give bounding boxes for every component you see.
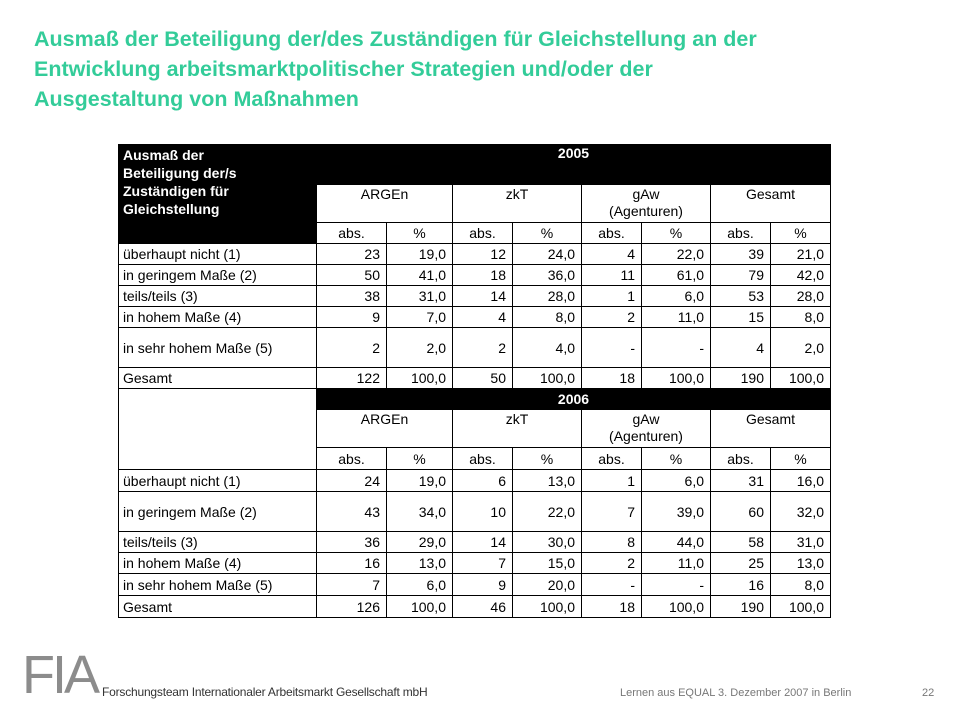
value-cell: 61,0 — [642, 265, 711, 286]
value-cell: - — [642, 574, 711, 596]
value-cell: 13,0 — [513, 470, 582, 492]
value-cell: 7,0 — [387, 307, 453, 328]
value-cell: 1 — [582, 470, 642, 492]
table-row — [119, 265, 831, 286]
value-cell: 11,0 — [642, 553, 711, 574]
row-label: in hohem Maße (4) — [119, 553, 317, 574]
value-cell: 20,0 — [513, 574, 582, 596]
group-header-cell — [453, 410, 582, 448]
subheader-percent: % — [642, 223, 711, 244]
value-cell: 14 — [453, 286, 513, 307]
value-cell: 100,0 — [513, 368, 582, 389]
value-cell: 7 — [317, 574, 387, 596]
value-cell: 34,0 — [387, 492, 453, 532]
group-subname: (Agenturen) — [609, 428, 683, 444]
value-cell: 18 — [582, 368, 642, 389]
value-cell: 100,0 — [642, 368, 711, 389]
value-cell: 60 — [711, 492, 771, 532]
value-cell: 6,0 — [387, 574, 453, 596]
value-cell: 14 — [453, 532, 513, 553]
table-row — [119, 596, 831, 618]
row-header-line: Beteiligung der/s — [123, 165, 237, 181]
subheader-abs: abs. — [711, 223, 771, 244]
value-cell: 36 — [317, 532, 387, 553]
value-cell: 8,0 — [513, 307, 582, 328]
value-cell: 2,0 — [771, 328, 831, 368]
group-header-cell — [453, 185, 582, 223]
fia-logo — [22, 645, 442, 705]
group-header-cell — [317, 410, 453, 448]
value-cell: 43 — [317, 492, 387, 532]
value-cell: 8 — [582, 532, 642, 553]
table-row — [119, 307, 831, 328]
value-cell: 9 — [317, 307, 387, 328]
participation-table — [118, 144, 831, 618]
value-cell: 39 — [711, 244, 771, 265]
value-cell: 7 — [582, 492, 642, 532]
row-header-line: Gleichstellung — [123, 201, 220, 217]
title-line: Ausgestaltung von Maßnahmen — [34, 87, 359, 111]
value-cell: 28,0 — [513, 286, 582, 307]
value-cell: 31,0 — [771, 532, 831, 553]
value-cell: 16,0 — [771, 470, 831, 492]
value-cell: 190 — [711, 368, 771, 389]
row-header-line: Ausmaß der — [123, 147, 204, 163]
value-cell: 18 — [453, 265, 513, 286]
value-cell: 28,0 — [771, 286, 831, 307]
row-header-line: Zuständigen für — [123, 183, 229, 199]
row-label: überhaupt nicht (1) — [119, 470, 317, 492]
subheader-abs: abs. — [582, 223, 642, 244]
value-cell: 38 — [317, 286, 387, 307]
value-cell: 58 — [711, 532, 771, 553]
value-cell: 190 — [711, 596, 771, 618]
table-row — [119, 470, 831, 492]
value-cell: 16 — [317, 553, 387, 574]
row-label: in geringem Maße (2) — [119, 265, 317, 286]
logo-mark: FIA — [22, 645, 98, 705]
group-name: zkT — [505, 411, 529, 427]
value-cell: 19,0 — [387, 244, 453, 265]
row-label: teils/teils (3) — [119, 286, 317, 307]
subheader-abs: abs. — [582, 448, 642, 470]
group-subname: (Agenturen) — [609, 203, 683, 219]
row-label: in geringem Maße (2) — [119, 492, 317, 532]
value-cell: 50 — [453, 368, 513, 389]
group-header-cell — [317, 185, 453, 223]
value-cell: 122 — [317, 368, 387, 389]
value-cell: 21,0 — [771, 244, 831, 265]
row-label: Gesamt — [119, 368, 317, 389]
value-cell: 4 — [711, 328, 771, 368]
subheader-percent: % — [642, 448, 711, 470]
value-cell: 9 — [453, 574, 513, 596]
value-cell: 42,0 — [771, 265, 831, 286]
group-header-cell — [582, 185, 711, 223]
value-cell: 16 — [711, 574, 771, 596]
value-cell: 4 — [453, 307, 513, 328]
row-label: in hohem Maße (4) — [119, 307, 317, 328]
logo-subtitle: Forschungsteam Internationaler Arbeitsmarkt Gesellschaft mbH — [102, 685, 428, 699]
value-cell: 22,0 — [642, 244, 711, 265]
value-cell: 100,0 — [771, 596, 831, 618]
year-cell: 2006 — [317, 389, 831, 410]
value-cell: 44,0 — [642, 532, 711, 553]
value-cell: 36,0 — [513, 265, 582, 286]
value-cell: 100,0 — [642, 596, 711, 618]
value-cell: - — [582, 328, 642, 368]
table-row — [119, 574, 831, 596]
value-cell: 6,0 — [642, 470, 711, 492]
group-name: ARGEn — [360, 186, 409, 202]
row-label: in sehr hohem Maße (5) — [119, 574, 317, 596]
slide-title — [34, 24, 944, 114]
value-cell: 18 — [582, 596, 642, 618]
value-cell: 126 — [317, 596, 387, 618]
value-cell: 39,0 — [642, 492, 711, 532]
group-name: zkT — [505, 186, 529, 202]
value-cell: 11 — [582, 265, 642, 286]
value-cell: - — [582, 574, 642, 596]
value-cell: 41,0 — [387, 265, 453, 286]
value-cell: 2 — [317, 328, 387, 368]
value-cell: 32,0 — [771, 492, 831, 532]
value-cell: 50 — [317, 265, 387, 286]
value-cell: 19,0 — [387, 470, 453, 492]
group-name: ARGEn — [360, 411, 409, 427]
row-header-cell — [119, 145, 317, 244]
table-row — [119, 244, 831, 265]
table-row — [119, 553, 831, 574]
value-cell: 4 — [582, 244, 642, 265]
subheader-abs: abs. — [317, 223, 387, 244]
row-label: überhaupt nicht (1) — [119, 244, 317, 265]
value-cell: 8,0 — [771, 307, 831, 328]
value-cell: 22,0 — [513, 492, 582, 532]
group-header-cell — [711, 410, 831, 448]
footer-text: Lernen aus EQUAL 3. Dezember 2007 in Berlin — [620, 687, 852, 699]
value-cell: 2,0 — [387, 328, 453, 368]
year-cell: 2005 — [317, 145, 831, 185]
subheader-percent: % — [387, 448, 453, 470]
value-cell: 100,0 — [513, 596, 582, 618]
table-row — [119, 328, 831, 368]
title-line: Entwicklung arbeitsmarktpolitischer Strategien und/oder der — [34, 57, 653, 81]
value-cell: 15 — [711, 307, 771, 328]
row-label: Gesamt — [119, 596, 317, 618]
row-label: teils/teils (3) — [119, 532, 317, 553]
value-cell: 24,0 — [513, 244, 582, 265]
value-cell: 1 — [582, 286, 642, 307]
value-cell: 29,0 — [387, 532, 453, 553]
subheader-percent: % — [771, 223, 831, 244]
subheader-abs: abs. — [453, 223, 513, 244]
value-cell: 4,0 — [513, 328, 582, 368]
subheader-percent: % — [387, 223, 453, 244]
row-label: in sehr hohem Maße (5) — [119, 328, 317, 368]
value-cell: 2 — [582, 553, 642, 574]
subheader-abs: abs. — [711, 448, 771, 470]
table-row — [119, 368, 831, 389]
value-cell: 25 — [711, 553, 771, 574]
value-cell: 100,0 — [771, 368, 831, 389]
value-cell: 30,0 — [513, 532, 582, 553]
subheader-percent: % — [771, 448, 831, 470]
subheader-abs: abs. — [453, 448, 513, 470]
value-cell: 23 — [317, 244, 387, 265]
value-cell: 100,0 — [387, 368, 453, 389]
group-name: Gesamt — [745, 411, 795, 427]
table-row — [119, 286, 831, 307]
value-cell: 100,0 — [387, 596, 453, 618]
value-cell: 15,0 — [513, 553, 582, 574]
page-number: 22 — [922, 687, 935, 699]
value-cell: 31 — [711, 470, 771, 492]
value-cell: 46 — [453, 596, 513, 618]
group-header-cell — [582, 410, 711, 448]
value-cell: 2 — [453, 328, 513, 368]
value-cell: 24 — [317, 470, 387, 492]
value-cell: 7 — [453, 553, 513, 574]
value-cell: 13,0 — [771, 553, 831, 574]
year-header-row — [119, 145, 831, 185]
subheader-percent: % — [513, 448, 582, 470]
value-cell: 13,0 — [387, 553, 453, 574]
value-cell: 6 — [453, 470, 513, 492]
title-line: Ausmaß der Beteiligung der/des Zuständigen für Gleichstellung an der — [34, 27, 757, 51]
year-header-row — [119, 389, 831, 410]
value-cell: 10 — [453, 492, 513, 532]
table-row — [119, 492, 831, 532]
group-name: gAw — [632, 411, 660, 427]
subheader-percent: % — [513, 223, 582, 244]
value-cell: 8,0 — [771, 574, 831, 596]
value-cell: 12 — [453, 244, 513, 265]
empty-header-cell — [119, 389, 317, 470]
value-cell: 6,0 — [642, 286, 711, 307]
group-header-cell — [711, 185, 831, 223]
value-cell: - — [642, 328, 711, 368]
value-cell: 2 — [582, 307, 642, 328]
subheader-abs: abs. — [317, 448, 387, 470]
group-name: gAw — [632, 186, 660, 202]
value-cell: 79 — [711, 265, 771, 286]
value-cell: 53 — [711, 286, 771, 307]
value-cell: 11,0 — [642, 307, 711, 328]
group-name: Gesamt — [745, 186, 795, 202]
table-row — [119, 532, 831, 553]
value-cell: 31,0 — [387, 286, 453, 307]
